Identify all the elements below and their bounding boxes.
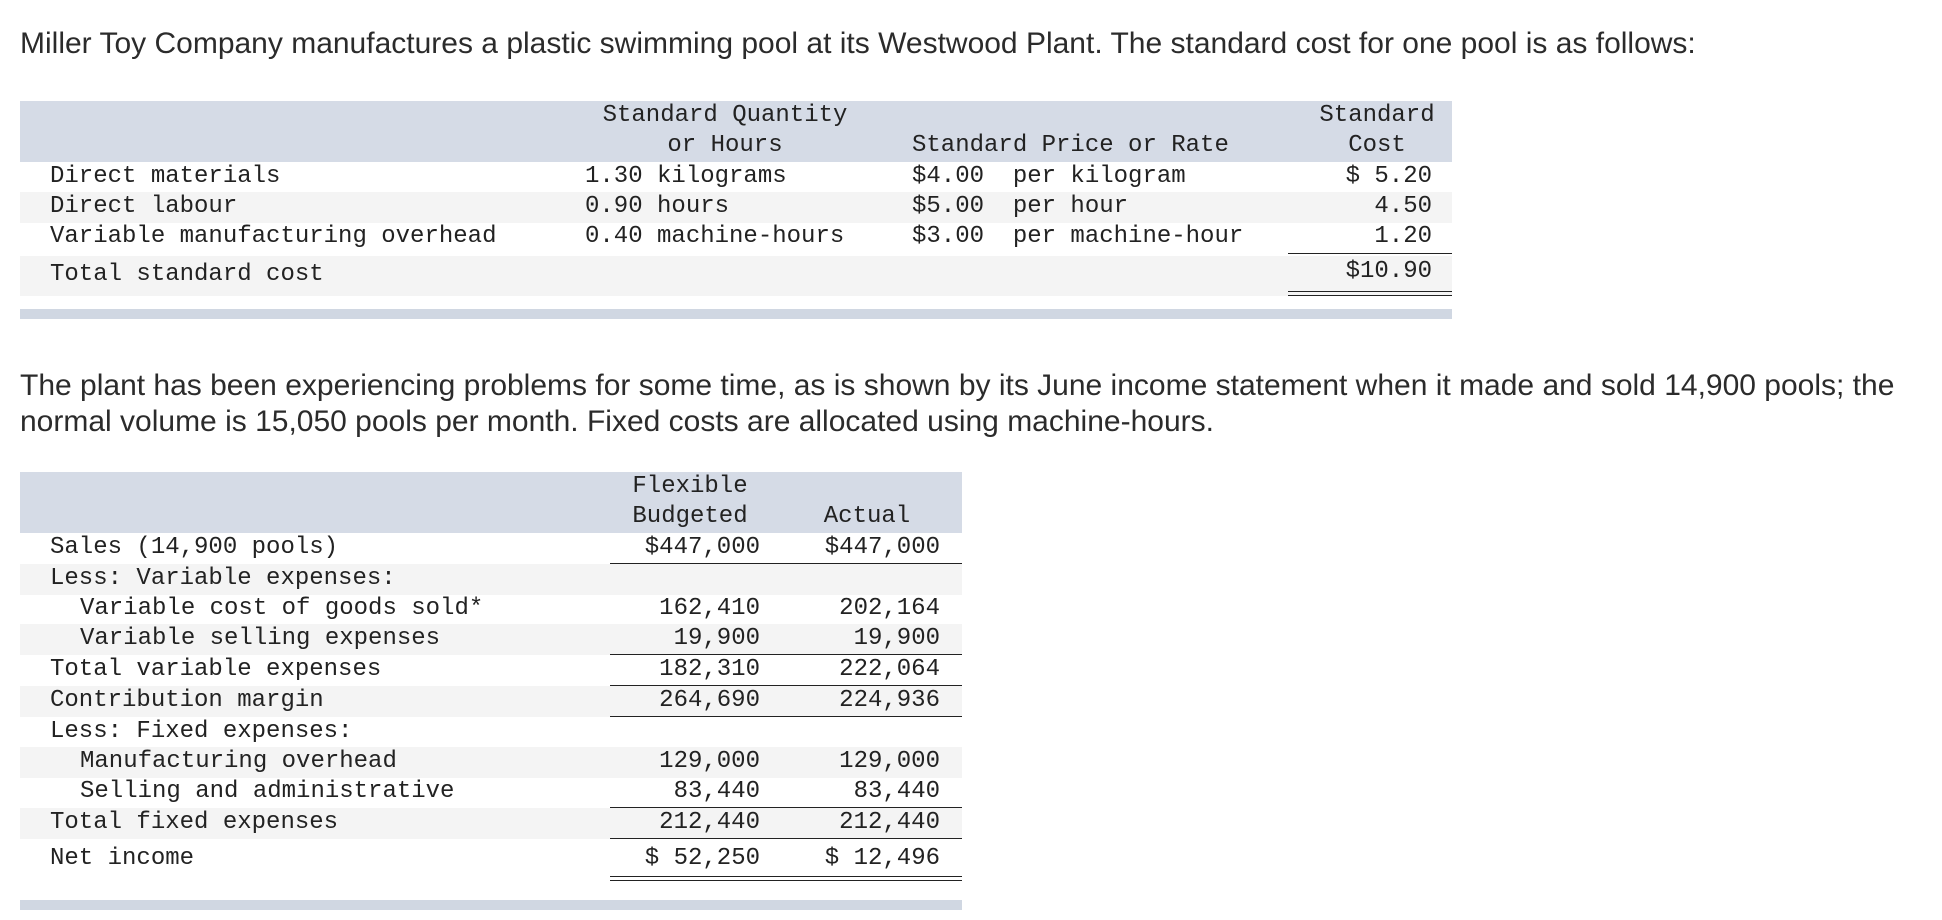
- row-flex: 212,440: [659, 809, 760, 836]
- header-standard-quantity: Standard Quantity: [602, 102, 848, 129]
- row-flex: 264,690: [659, 687, 760, 714]
- cost-underline: [1288, 253, 1452, 254]
- header-standard-price: Standard Price or Rate: [912, 132, 1229, 159]
- row-actual: 224,936: [839, 687, 940, 714]
- row-label: Less: Fixed expenses:: [50, 718, 353, 745]
- row-flex: 162,410: [659, 595, 760, 622]
- row-label: Less: Variable expenses:: [50, 565, 396, 592]
- income-row: [20, 686, 962, 717]
- header-cost: Cost: [1348, 132, 1406, 159]
- income-row: [20, 655, 962, 686]
- row-actual: $ 12,496: [824, 845, 940, 872]
- row-cost: $ 5.20: [1345, 163, 1432, 190]
- table-footer-bar: [20, 309, 1452, 319]
- row-label: Direct materials: [50, 163, 281, 190]
- header-flexible: Flexible: [632, 473, 748, 500]
- row-actual: 129,000: [839, 748, 940, 775]
- standard-total-row: [20, 256, 1452, 296]
- income-row: [20, 564, 962, 595]
- total-double-underline: [1288, 291, 1452, 296]
- row-quantity: 0.90 hours: [585, 193, 730, 220]
- row-label: Direct labour: [50, 193, 238, 220]
- income-row: [20, 533, 962, 564]
- row-label: Sales (14,900 pools): [50, 534, 339, 561]
- header-standard: Standard: [1319, 102, 1435, 129]
- row-cost: 1.20: [1374, 223, 1432, 250]
- income-row: [20, 624, 962, 655]
- row-actual: $447,000: [824, 534, 940, 561]
- row-actual: 83,440: [853, 778, 940, 805]
- income-row: [20, 844, 962, 875]
- row-label: Total variable expenses: [50, 656, 382, 683]
- standard-row: [20, 192, 1452, 223]
- row-label: Net income: [50, 845, 195, 872]
- row-flex: 129,000: [659, 748, 760, 775]
- row-cost: 4.50: [1374, 193, 1432, 220]
- row-quantity: 1.30 kilograms: [585, 163, 787, 190]
- row-flex: 182,310: [659, 656, 760, 683]
- row-flex: 83,440: [673, 778, 760, 805]
- row-quantity: 0.40 machine-hours: [585, 223, 845, 250]
- row-label: Variable selling expenses: [80, 625, 441, 652]
- row-label: Selling and administrative: [80, 778, 455, 805]
- income-row: [20, 808, 962, 839]
- standard-row: [20, 162, 1452, 193]
- row-price: $4.00 per kilogram: [912, 163, 1186, 190]
- row-flex: $447,000: [644, 534, 760, 561]
- income-row: [20, 594, 962, 625]
- total-cost: $10.90: [1345, 258, 1432, 285]
- row-label: Total fixed expenses: [50, 809, 339, 836]
- income-statement-table: [20, 472, 962, 920]
- row-actual: 202,164: [839, 595, 940, 622]
- header-budgeted: Budgeted: [632, 503, 748, 530]
- row-label: Variable manufacturing overhead: [50, 223, 497, 250]
- row-price: $3.00 per machine-hour: [912, 223, 1244, 250]
- row-flex: $ 52,250: [644, 845, 760, 872]
- middle-paragraph: The plant has been experiencing problems for some time, as is shown by its June income statement when it made and sold 14,900 pools; the normal volume is 15,050 pools per month. Fixed costs are allocated using machine-hours.: [20, 369, 1895, 438]
- standard-row: [20, 222, 1452, 253]
- total-label: Total standard cost: [50, 261, 324, 288]
- income-row: [20, 747, 962, 778]
- header-actual: Actual: [823, 503, 911, 530]
- standard-cost-table: [20, 101, 1452, 323]
- header-or-hours: or Hours: [667, 132, 783, 159]
- net-income-double-underline: [610, 876, 962, 881]
- intro-paragraph: Miller Toy Company manufactures a plastic swimming pool at its Westwood Plant. The standard cost for one pool is as follows:: [20, 27, 1696, 60]
- income-footer-bar: [20, 900, 962, 910]
- row-label: Manufacturing overhead: [80, 748, 397, 775]
- row-flex: 19,900: [673, 625, 760, 652]
- row-label: Variable cost of goods sold*: [80, 595, 484, 622]
- income-row: [20, 717, 962, 748]
- income-row: [20, 777, 962, 808]
- row-actual: 19,900: [853, 625, 940, 652]
- row-price: $5.00 per hour: [912, 193, 1129, 220]
- total-fixed-underline: [610, 838, 962, 839]
- row-label: Contribution margin: [50, 687, 324, 714]
- row-actual: 212,440: [839, 809, 940, 836]
- row-actual: 222,064: [839, 656, 940, 683]
